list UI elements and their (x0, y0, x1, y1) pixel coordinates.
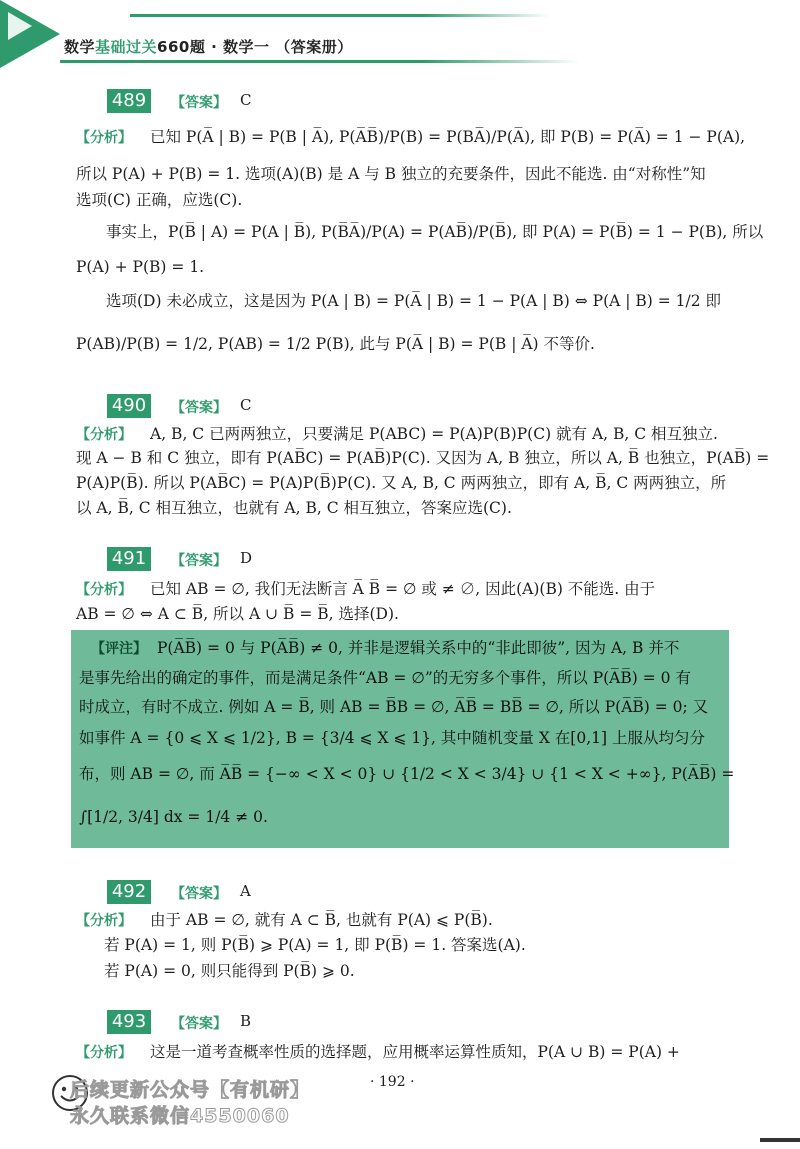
page-number: · 192 · (370, 1074, 415, 1090)
analysis-label: 【分析】 (76, 582, 132, 598)
corner-mark (760, 1138, 800, 1142)
comment-label: 【评注】 (91, 641, 147, 657)
analysis-line: 【分析】 由于 AB = ∅, 就有 A ⊂ B̅, 也就有 P(A) ⩽ P(B̅). (76, 911, 493, 929)
comment-line: 布，则 AB = ∅, 而 A̅B̅ = {−∞ < X < 0} ∪ {1/2 < X < 3/4} ∪ {1 < X < +∞}, P(A̅B̅) = (79, 765, 735, 783)
comment-line: ∫[1/2, 3/4] dx = 1/4 ≠ 0. (79, 808, 268, 826)
analysis-label: 【分析】 (76, 130, 132, 146)
comment-line: 【评注】 P(A̅B̅) = 0 与 P(A̅B̅) ≠ 0, 并非是逻辑关系中的“非此即彼”, 因为 A, B 并不 (91, 639, 680, 657)
play-triangle-icon (8, 12, 32, 40)
answer-label: 【答案】 (171, 886, 227, 902)
watermark-line: 永久联系微信4550060 (70, 1105, 290, 1127)
analysis-line: P(A)P(B̅). 所以 P(AB̅C) = P(A)P(B̅)P(C). 又 A, B, C 两两独立，即有 A, B̅, C 两两独立，所 (76, 474, 727, 492)
watermark-line: 后续更新公众号【有机研】 (70, 1079, 311, 1101)
answer-label: 【答案】 (171, 1016, 227, 1032)
comment-line: 如事件 A = {0 ⩽ X ⩽ 1/2}, B = {3/4 ⩽ X ⩽ 1}, 其中随机变量 X 在[0,1] 上服从均匀分 (79, 729, 705, 747)
header-rule-bottom (60, 60, 580, 63)
analysis-line: 【分析】 已知 AB = ∅, 我们无法断言 A̅ B̅ = ∅ 或 ≠ ∅, 因此(A)(B) 不能选. 由于 (76, 580, 656, 598)
analysis-line: 所以 P(A) + P(B) = 1. 选项(A)(B) 是 A 与 B 独立的充要条件，因此不能选. 由“对称性”知 (76, 165, 706, 183)
analysis-label: 【分析】 (76, 1045, 132, 1061)
answer-label: 【答案】 (171, 400, 227, 416)
analysis-line: 【分析】 这是一道考查概率性质的选择题，应用概率运算性质知，P(A ∪ B) = P(A) + (76, 1043, 680, 1061)
analysis-line: 若 P(A) = 1, 则 P(B̅) ⩾ P(A) = 1, 即 P(B̅) = 1. 答案选(A). (104, 936, 526, 954)
analysis-label: 【分析】 (76, 427, 132, 443)
comment-line: 是事先给出的确定的事件，而是满足条件“AB = ∅”的无穷多个事件，所以 P(A̅B̅) = 0 有 (79, 669, 691, 687)
answer-value: D (240, 549, 253, 567)
book-title: 数学基础过关660题 · 数学一 （答案册） (64, 38, 353, 56)
problem-number-badge: 491 (107, 547, 151, 571)
answer-label: 【答案】 (171, 95, 227, 111)
problem-number-badge: 493 (107, 1010, 151, 1034)
answer-value: A (240, 882, 251, 900)
analysis-line: 事实上，P(B̅ | A) = P(A | B̅), P(B̅A̅)/P(A) = P(AB̅)/P(B̅), 即 P(A) = P(B̅) = 1 − P(B), 所以 (106, 223, 764, 241)
comment-box (71, 630, 735, 848)
comment-line: 时成立，有时不成立. 例如 A = B̅, 则 AB = B̅B = ∅, A̅B̅ = BB̅ = ∅, 所以 P(A̅B̅) = 0; 又 (79, 698, 709, 716)
analysis-line: 现 A − B 和 C 独立，即有 P(AB̅C) = P(AB̅)P(C). 又因为 A, B 独立，所以 A, B̅ 也独立，P(AB̅) = (76, 449, 770, 467)
answer-label: 【答案】 (171, 553, 227, 569)
problem-number-badge: 489 (107, 89, 151, 113)
problem-number-badge: 490 (107, 394, 151, 418)
analysis-line: 以 A, B̅, C 相互独立，也就有 A, B, C 相互独立，答案应选(C). (76, 499, 512, 517)
analysis-line: 【分析】 A, B, C 已两两独立，只要满足 P(ABC) = P(A)P(B)P(C) 就有 A, B, C 相互独立. (76, 425, 718, 443)
analysis-line: 选项(D) 未必成立，这是因为 P(A | B) = P(A̅ | B) = 1 − P(A | B) ⇔ P(A | B) = 1/2 即 (106, 292, 722, 310)
analysis-line: AB = ∅ ⇔ A ⊂ B̅, 所以 A ∪ B̅ = B̅, 选择(D). (76, 605, 399, 623)
analysis-line: P(AB)/P(B) = 1/2, P(AB) = 1/2 P(B), 此与 P(A̅ | B) = P(B | A̅) 不等价. (76, 335, 595, 353)
answer-value: C (240, 396, 252, 414)
analysis-line: 若 P(A) = 0, 则只能得到 P(B̅) ⩾ 0. (104, 962, 355, 980)
header-rule-top (130, 14, 550, 17)
analysis-line: 选项(C) 正确，应选(C). (76, 191, 243, 209)
analysis-line: P(A) + P(B) = 1. (76, 258, 205, 276)
answer-value: C (240, 91, 252, 109)
answer-value: B (240, 1012, 252, 1030)
analysis-line: 【分析】 已知 P(A̅ | B) = P(B | A̅), P(A̅B̅)/P(B) = P(BA̅)/P(A̅), 即 P(B) = P(A̅) = 1 − P(A), (76, 128, 746, 146)
analysis-label: 【分析】 (76, 913, 132, 929)
problem-number-badge: 492 (107, 880, 151, 904)
